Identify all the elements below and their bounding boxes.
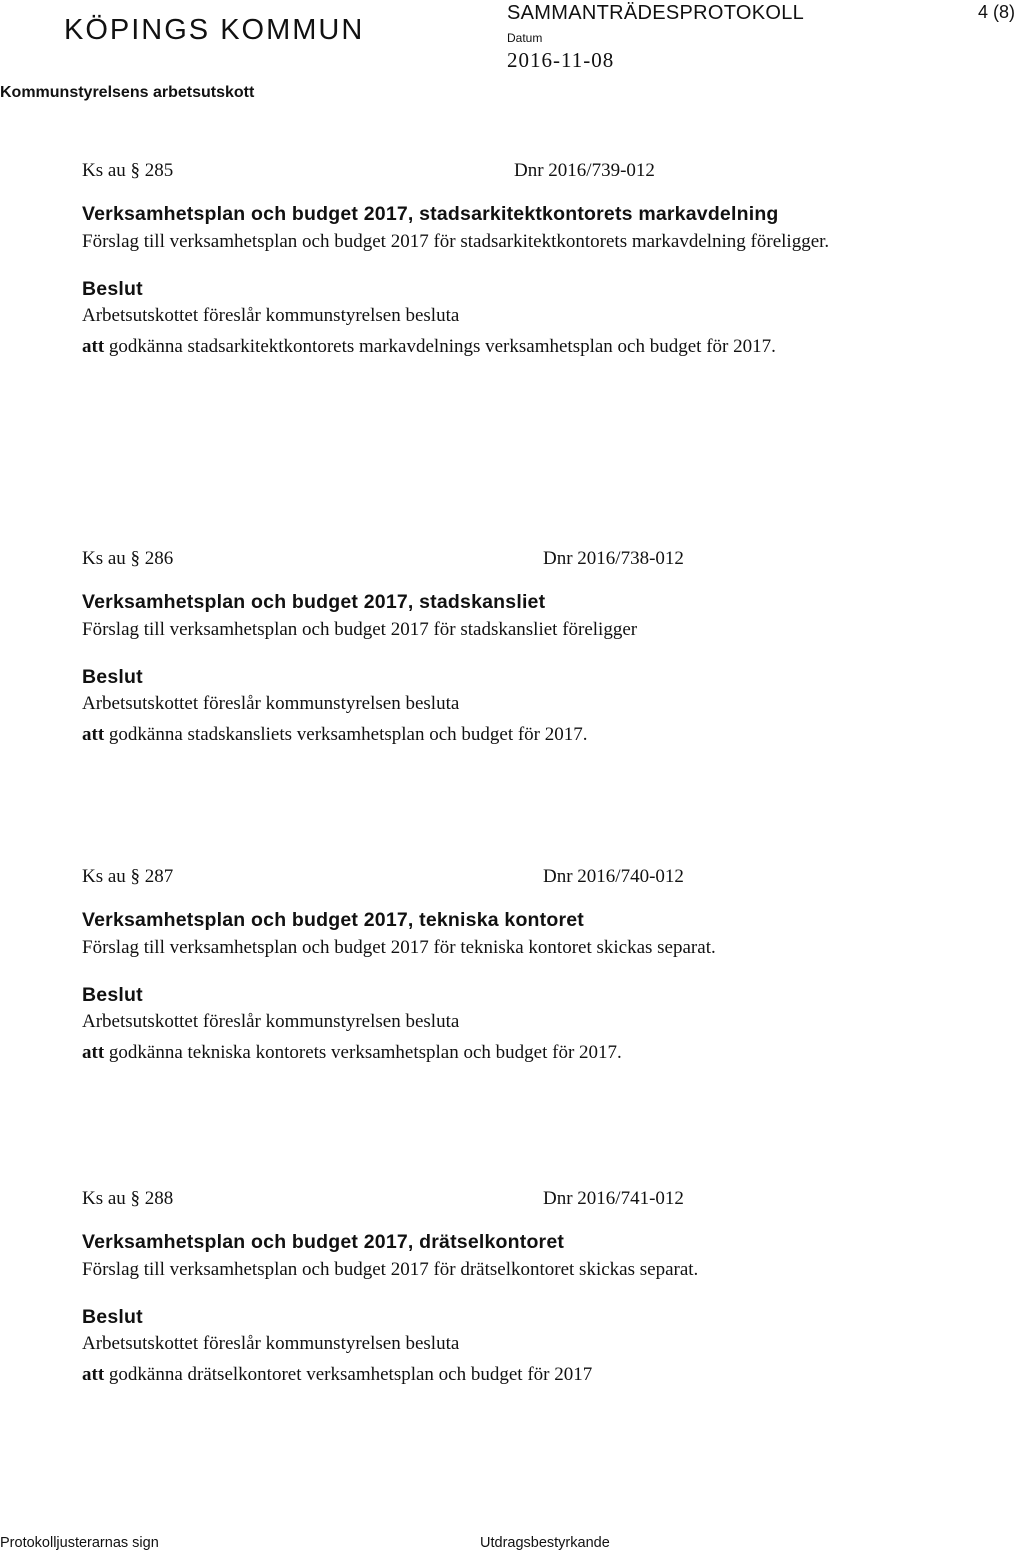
section-title: Verksamhetsplan och budget 2017, drätselkontoret [82,1231,565,1253]
beslut-heading: Beslut [82,984,143,1006]
proposer-text: Arbetsutskottet föreslår kommunstyrelsen besluta [82,1011,460,1032]
beslut-heading: Beslut [82,278,143,300]
section-288 [82,1188,982,1389]
diary-number: Dnr 2016/738-012 [543,548,684,569]
beslut-heading: Beslut [82,666,143,688]
section-body: Förslag till verksamhetsplan och budget 2017 för drätselkontoret skickas separat. [82,1259,699,1280]
paragraph-number: Ks au § 287 [82,866,174,887]
proposer-text: Arbetsutskottet föreslår kommunstyrelsen besluta [82,1333,460,1354]
diary-number: Dnr 2016/739-012 [514,160,655,181]
paragraph-number: Ks au § 286 [82,548,174,569]
section-reference [82,160,982,186]
section-285 [82,160,982,361]
section-title: Verksamhetsplan och budget 2017, stadskansliet [82,591,546,613]
proposer-text: Arbetsutskottet föreslår kommunstyrelsen besluta [82,693,460,714]
date-label: Datum [507,31,543,45]
signature-label: Protokolljusterarnas sign [0,1535,159,1551]
decision-body: godkänna stadsarkitektkontorets markavdelnings verksamhetsplan och budget för 2017. [108,336,776,357]
document-type: SAMMANTRÄDESPROTOKOLL [507,2,805,24]
section-reference [82,1188,982,1214]
section-286 [82,548,982,749]
decision-text [82,333,942,361]
decision-body: godkänna tekniska kontorets verksamhetsplan och budget för 2017. [108,1042,622,1063]
section-body: Förslag till verksamhetsplan och budget 2017 för stadsarkitektkontorets markavdelning föreligger. [82,231,830,252]
decision-text [82,1361,942,1389]
certification-label: Utdragsbestyrkande [480,1535,610,1551]
proposer-text: Arbetsutskottet föreslår kommunstyrelsen besluta [82,305,460,326]
decision-body: godkänna drätselkontoret verksamhetsplan och budget för 2017 [108,1364,593,1385]
decision-text [82,721,942,749]
paragraph-number: Ks au § 285 [82,160,174,181]
paragraph-number: Ks au § 288 [82,1188,174,1209]
section-body: Förslag till verksamhetsplan och budget 2017 för stadskansliet föreligger [82,619,638,640]
section-287 [82,866,982,1067]
organization-name: KÖPINGS KOMMUN [64,14,365,46]
section-body: Förslag till verksamhetsplan och budget 2017 för tekniska kontoret skickas separat. [82,937,716,958]
date-value: 2016-11-08 [507,48,615,72]
att-keyword: att [82,1042,105,1063]
decision-body: godkänna stadskansliets verksamhetsplan och budget för 2017. [108,724,588,745]
organization-unit: Kommunstyrelsens arbetsutskott [0,84,255,101]
section-title: Verksamhetsplan och budget 2017, tekniska kontoret [82,909,585,931]
beslut-heading: Beslut [82,1306,143,1328]
att-keyword: att [82,1364,105,1385]
att-keyword: att [82,724,105,745]
diary-number: Dnr 2016/740-012 [543,866,684,887]
section-reference [82,866,982,892]
section-title: Verksamhetsplan och budget 2017, stadsarkitektkontorets markavdelning [82,203,779,225]
diary-number: Dnr 2016/741-012 [543,1188,684,1209]
section-reference [82,548,982,574]
decision-text [82,1039,942,1067]
page-number: 4 (8) [978,2,1016,22]
att-keyword: att [82,336,105,357]
